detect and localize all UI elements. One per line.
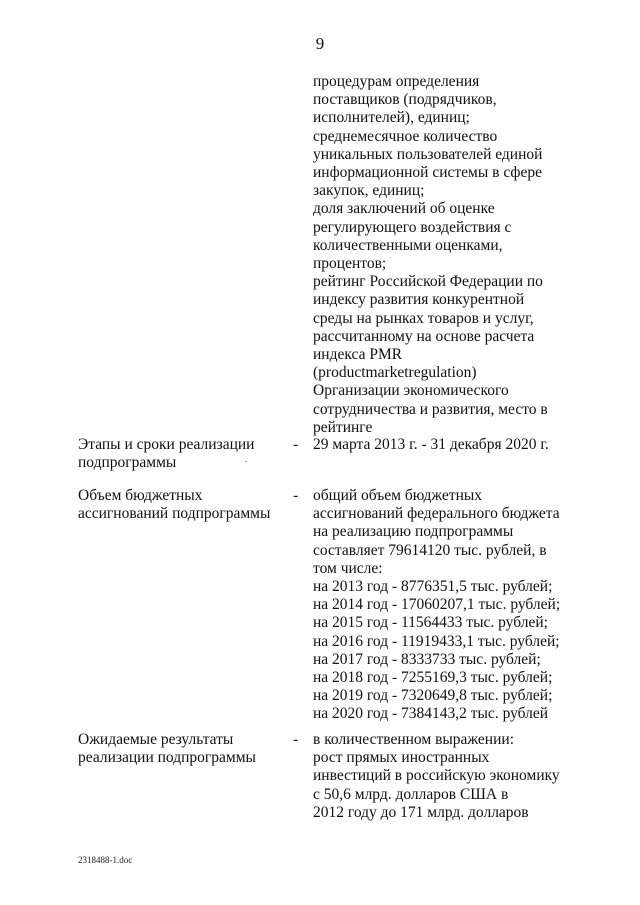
text-line: индекса PMR — [313, 346, 403, 364]
value-line: на 2017 год - 8333733 тыс. рублей; — [313, 650, 541, 668]
text-line: индексу развития конкурентной — [313, 291, 525, 309]
value-line: инвестиций в российскую экономику — [313, 767, 560, 785]
label-line: реализации подпрограммы — [78, 749, 256, 767]
text-line: рассчитанному на основе расчета — [313, 327, 535, 345]
value-line: на 2018 год - 7255169,3 тыс. рублей; — [313, 669, 553, 687]
text-line: регулирующего воздействия с — [313, 218, 512, 236]
text-line: исполнителей), единиц; — [313, 109, 470, 127]
text-line: количественными оценками, — [313, 236, 503, 254]
value-line: ассигнований федерального бюджета — [313, 505, 560, 523]
text-line: рейтинге — [313, 418, 373, 436]
row-dash: - — [293, 731, 299, 748]
value-line: с 50,6 млрд. долларов США в — [313, 785, 509, 803]
value-line: на реализацию подпрограммы — [313, 523, 514, 541]
label-line: Объем бюджетных — [78, 487, 203, 504]
value-line: 29 марта 2013 г. - 31 декабря 2020 г. — [313, 436, 549, 453]
value-line: на 2013 год - 8776351,5 тыс. рублей; — [313, 578, 553, 596]
text-line: среднемесячное количество — [313, 127, 498, 145]
text-line: уникальных пользователей единой — [313, 145, 543, 163]
value-line: на 2015 год - 11564433 тыс. рублей; — [313, 614, 548, 632]
row-value-results — [313, 731, 573, 822]
value-line: общий объем бюджетных — [313, 487, 483, 504]
value-line: на 2019 год - 7320649,8 тыс. рублей; — [313, 687, 553, 705]
row-dash: - — [293, 487, 299, 504]
indicators-continuation — [313, 73, 573, 437]
row-label-stages — [78, 436, 278, 472]
row-label-budget — [78, 487, 278, 523]
value-line: 2012 году до 171 млрд. долларов — [313, 803, 529, 821]
row-value-stages — [313, 436, 573, 454]
text-line: Организации экономического — [313, 382, 509, 400]
label-line: ассигнований подпрограммы — [78, 505, 271, 523]
row-value-budget — [313, 487, 573, 724]
text-line: процедурам определения — [313, 73, 480, 90]
page-number: 9 — [315, 34, 325, 53]
text-line: процентов; — [313, 255, 387, 273]
value-line: на 2016 год - 11919433,1 тыс. рублей; — [313, 632, 560, 650]
row-dash: - — [293, 436, 299, 453]
scan-speck — [245, 461, 247, 462]
text-line: закупок, единиц; — [313, 182, 425, 200]
label-line: подпрограммы — [78, 454, 177, 472]
text-line: рейтинг Российской Федерации по — [313, 273, 543, 291]
text-line: сотрудничества и развития, место в — [313, 400, 548, 418]
text-line: (productmarketregulation) — [313, 364, 477, 382]
text-line: доля заключений об оценке — [313, 200, 495, 218]
value-line: рост прямых иностранных — [313, 749, 490, 767]
value-line: на 2020 год - 7384143,2 тыс. рублей — [313, 705, 549, 723]
value-line: составляет 79614120 тыс. рублей, в — [313, 541, 547, 559]
text-line: среды на рынках товаров и услуг, — [313, 309, 534, 327]
label-line: Ожидаемые результаты — [78, 731, 234, 748]
label-line: Этапы и сроки реализации — [78, 436, 255, 453]
value-line: в количественном выражении: — [313, 731, 515, 748]
row-label-results — [78, 731, 278, 767]
value-line: том числе: — [313, 559, 383, 577]
text-line: информационной системы в сфере — [313, 164, 542, 182]
value-line: на 2014 год - 17060207,1 тыс. рублей; — [313, 596, 561, 614]
footer-filename: 2318488-1.doc — [78, 855, 133, 865]
text-line: поставщиков (подрядчиков, — [313, 91, 497, 109]
